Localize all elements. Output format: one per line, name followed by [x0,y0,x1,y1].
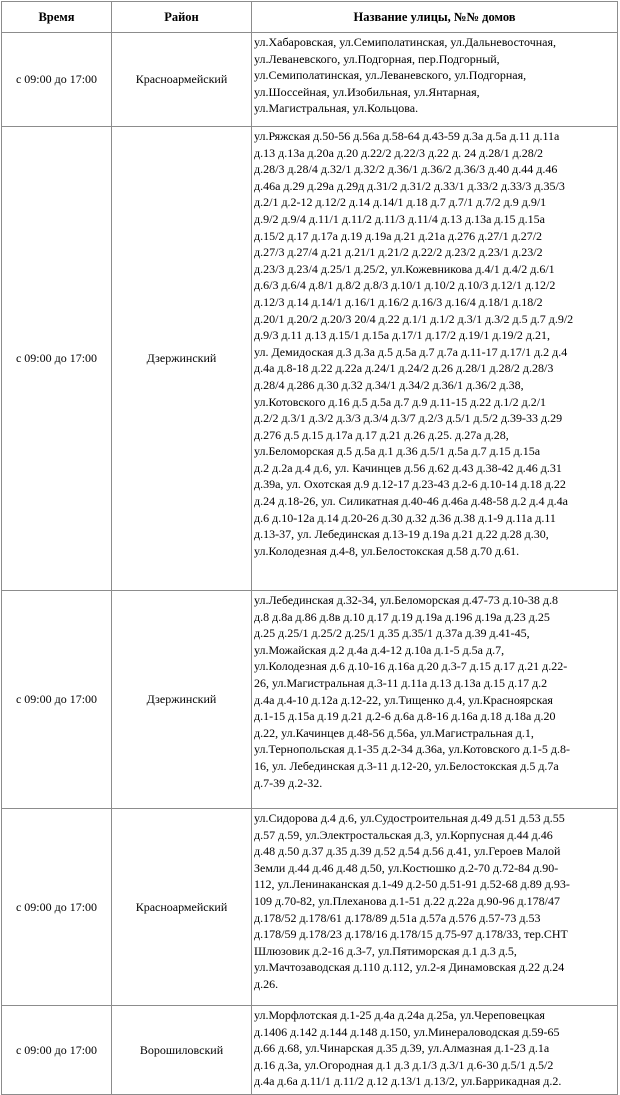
street-line: д.13 д.13а д.20а д.20 д.22/2 д.22/3 д.22 д. 24 д.28/1 д.28/2 [254,145,544,160]
street-line: д.2 д.2а д.4 д.6, ул. Качинцев д.56 д.62 д.43 д.38-42 д.46 д.31 [254,460,562,475]
street-line: ул.Ряжская д.50-56 д.56а д.58-64 д.43-59 д.3а д.5а д.11 д.11а [254,129,560,143]
street-line: д.66 д.68, ул.Чинарская д.35 д.39, ул.Алмазная д.1-23 д.1а [254,1041,550,1056]
street-line: д.276 д.5 д.15 д.17а д.17 д.21 д.26 д.25. д.27а д.28, [254,427,509,442]
street-line: д.48 д.50 д.37 д.35 д.39 д.52 д.54 д.56 д.41, ул.Героев Малой [254,844,561,859]
district-cell: Дзержинский [112,591,252,809]
street-line: д.39а, ул. Охотская д.9 д.12-17 д.23-43 д.2-6 д.10-14 д.18 д.22 [254,477,566,492]
street-line: д.7-39 д.2-32. [254,775,323,790]
street-line: ул.Беломорская д.5 д.5а д.1 д.36 д.5/1 д.5а д.7 д.15 д.15а [254,444,541,459]
time-cell: с 09:00 до 17:00 [2,33,112,127]
street-line: Земли д.44 д.46 д.48 д.50, ул.Костюшко д.2-70 д.72-84 д.90- [254,860,559,875]
street-line: ул.Шоссейная, ул.Изобильная, ул.Янтарная, [254,84,480,99]
street-line: д.6/3 д.6/4 д.8/1 д.8/2 д.8/3 д.10/1 д.10/2 д.10/3 д.12/1 д.12/2 [254,278,556,293]
street-line: д.16 д.3а, ул.Огородная д.1 д.3 д.1/3 д.3/1 д.6-30 д.5/1 д.5/2 [254,1057,554,1072]
street-line: ул.Сидорова д.4 д.6, ул.Судостроительная д.49 д.51 д.53 д.55 [254,811,565,825]
street-line: д.4а д.4-10 д.12а д.12-22, ул.Тищенко д.4, ул.Красноярская [254,692,553,707]
street-line: д.20/1 д.20/2 д.20/3 20/4 д.22 д.1/1 д.1/2 д.3/1 д.3/2 д.5 д.7 д.9/2 [254,311,574,326]
street-line: д.6 д.10-12а д.14 д.20-26 д.30 д.32 д.36 д.38 д.1-9 д.11а д.11 [254,510,556,525]
street-line: ул.Семиполатинская, ул.Леваневского, ул.Подгорная, [254,68,527,83]
streets-cell [252,1006,618,1095]
street-line: 112, ул.Ленинаканская д.1-49 д.2-50 д.51-91 д.52-68 д.89 д.93- [254,877,570,892]
street-line: д.1-15 д.15а д.19 д.21 д.2-6 д.6а д.8-16 д.16а д.18 д.18а д.20 [254,709,556,724]
street-line: ул.Котовского д.16 д.5 д.5а д.7 д.9 д.11-15 д.22 д.1/2 д.2/1 [254,394,547,409]
street-line: 109 д.70-82, ул.Плеханова д.1-51 д.22 д.22а д.90-96 д.178/47 [254,893,560,908]
table-row [2,33,618,127]
street-line: д.26. [254,976,279,991]
street-line: д.1406 д.142 д.144 д.148 д.150, ул.Минераловодская д.59-65 [254,1024,560,1039]
table-row [2,127,618,591]
street-line: д.28/4 д.286 д.30 д.32 д.34/1 д.34/2 д.36/1 д.36/2 д.38, [254,377,524,392]
street-line: д.27/3 д.27/4 д.21 д.21/1 д.21/2 д.22/2 д.23/2 д.23/1 д.23/2 [254,245,543,260]
street-line: д.57 д.59, ул.Электростальская д.3, ул.Корпусная д.44 д.46 [254,827,553,842]
street-line: д.28/3 д.28/4 д.32/1 д.32/2 д.36/1 д.36/2 д.36/3 д.40 д.44 д.46 [254,162,558,177]
street-line: д.24 д.18-26, ул. Силикатная д.40-46 д.46а д.48-58 д.2 д.4 д.4а [254,494,568,509]
street-line: д.46а д.29 д.29а д.29д д.31/2 д.31/2 д.33/1 д.33/2 д.33/3 д.35/3 [254,178,565,193]
schedule-table [1,1,618,1095]
district-cell: Красноармейский [112,809,252,1006]
street-line: д.12/3 д.14 д.14/1 д.16/1 д.16/2 д.16/3 д.16/4 д.18/1 д.18/2 [254,294,543,309]
street-line: д.15/2 д.17 д.17а д.19 д.19а д.21 д.21а д.276 д.27/1 д.27/2 [254,228,543,243]
street-line: д.9/2 д.9/4 д.11/1 д.11/2 д.11/3 д.11/4 д.13 д.13а д.15 д.15а [254,211,545,226]
street-line: Шлюзовик д.2-16 д.3-7, ул.Пятиморская д.1 д.3 д.5, [254,943,517,958]
street-line: д.9/3 д.11 д.13 д.15/1 д.15а д.17/1 д.17/2 д.19/1 д.19/2 д.21, [254,328,550,343]
time-cell: с 09:00 до 17:00 [2,809,112,1006]
street-line: д.22, ул.Качинцев д.48-56 д.56а, ул.Магистральная д.1, [254,725,534,740]
table-header-row [2,2,618,33]
street-line: ул.Магистральная, ул.Кольцова. [254,101,419,116]
street-line: ул.Мачтозаводская д.110 д.112, ул.2-я Динамовская д.22 д.24 [254,960,565,975]
header-district: Район [112,2,252,33]
table-row [2,1006,618,1095]
time-cell: с 09:00 до 17:00 [2,127,112,591]
street-line: ул.Леваневского, ул.Подгорная, пер.Подгорный, [254,51,500,66]
time-cell: с 09:00 до 17:00 [2,1006,112,1095]
header-streets: Название улицы, №№ домов [252,2,618,33]
street-line: ул.Хабаровская, ул.Семиполатинская, ул.Дальневосточная, [254,35,557,49]
street-line: д.2/1 д.2-12 д.12/2 д.14 д.14/1 д.18 д.7 д.7/1 д.7/2 д.9 д.9/1 [254,195,547,210]
street-line: д.178/52 д.178/61 д.178/89 д.51а д.57а д.576 д.57-73 д.53 [254,910,541,925]
street-line: ул.Можайская д.2 д.4а д.4-12 д.10а д.1-5 д.5а д.7, [254,642,505,657]
street-line: ул.Колодезная д.6 д.10-16 д.16а д.20 д.3-7 д.15 д.17 д.21 д.22- [254,659,568,674]
street-line: д.178/59 д.178/23 д.178/16 д.178/15 д.75-97 д.178/33, тер.СНТ [254,927,568,942]
streets-cell [252,33,618,127]
street-line: ул.Лебединская д.32-34, ул.Беломорская д.47-73 д.10-38 д.8 [254,593,558,607]
district-cell: Дзержинский [112,127,252,591]
street-line: д.4а д.6а д.11/1 д.11/2 д.12 д.13/1 д.13/2, ул.Баррикадная д.2. [254,1074,562,1089]
table-row [2,809,618,1006]
street-line: ул.Морфлотская д.1-25 д.4а д.24а д.25а, ул.Череповецкая [254,1008,545,1022]
street-line: д.2/2 д.3/1 д.3/2 д.3/3 д.3/4 д.3/7 д.2/3 д.5/1 д.5/2 д.39-33 д.29 [254,411,563,426]
street-line: д.23/3 д.23/4 д.25/1 д.25/2, ул.Кожевникова д.4/1 д.4/2 д.6/1 [254,261,555,276]
street-line: д.13-37, ул. Лебединская д.13-19 д.19а д.21 д.22 д.28 д.30, [254,527,549,542]
street-line: д.4а д.8-18 д.22 д.22а д.24/1 д.24/2 д.26 д.28/1 д.28/2 д.28/3 [254,361,554,376]
street-line: 26, ул.Магистральная д.3-11 д.11а д.13 д.13а д.15 д.17 д.2 [254,675,548,690]
street-line: д.8 д.8а д.86 д.8в д.10 д.17 д.19 д.19а д.196 д.19а д.23 д.25 [254,609,550,624]
street-line: ул.Тернопольская д.1-35 д.2-34 д.36а, ул.Котовского д.1-5 д.8- [254,742,571,757]
street-line: ул.Колодезная д.4-8, ул.Белостокская д.58 д.70 д.61. [254,543,520,558]
table-row [2,591,618,809]
streets-cell [252,591,618,809]
street-line: ул. Демидоская д.3 д.3а д.5 д.5а д.7 д.7а д.11-17 д.17/1 д.2 д.4 [254,344,568,359]
district-cell: Ворошиловский [112,1006,252,1095]
streets-cell [252,127,618,591]
street-line: д.25 д.25/1 д.25/2 д.25/1 д.35 д.35/1 д.37а д.39 д.41-45, [254,626,530,641]
header-time: Время [2,2,112,33]
streets-cell [252,809,618,1006]
district-cell: Красноармейский [112,33,252,127]
street-line: 16, ул. Лебединская д.3-11 д.12-20, ул.Белостокская д.5 д.7а [254,758,559,773]
time-cell: с 09:00 до 17:00 [2,591,112,809]
